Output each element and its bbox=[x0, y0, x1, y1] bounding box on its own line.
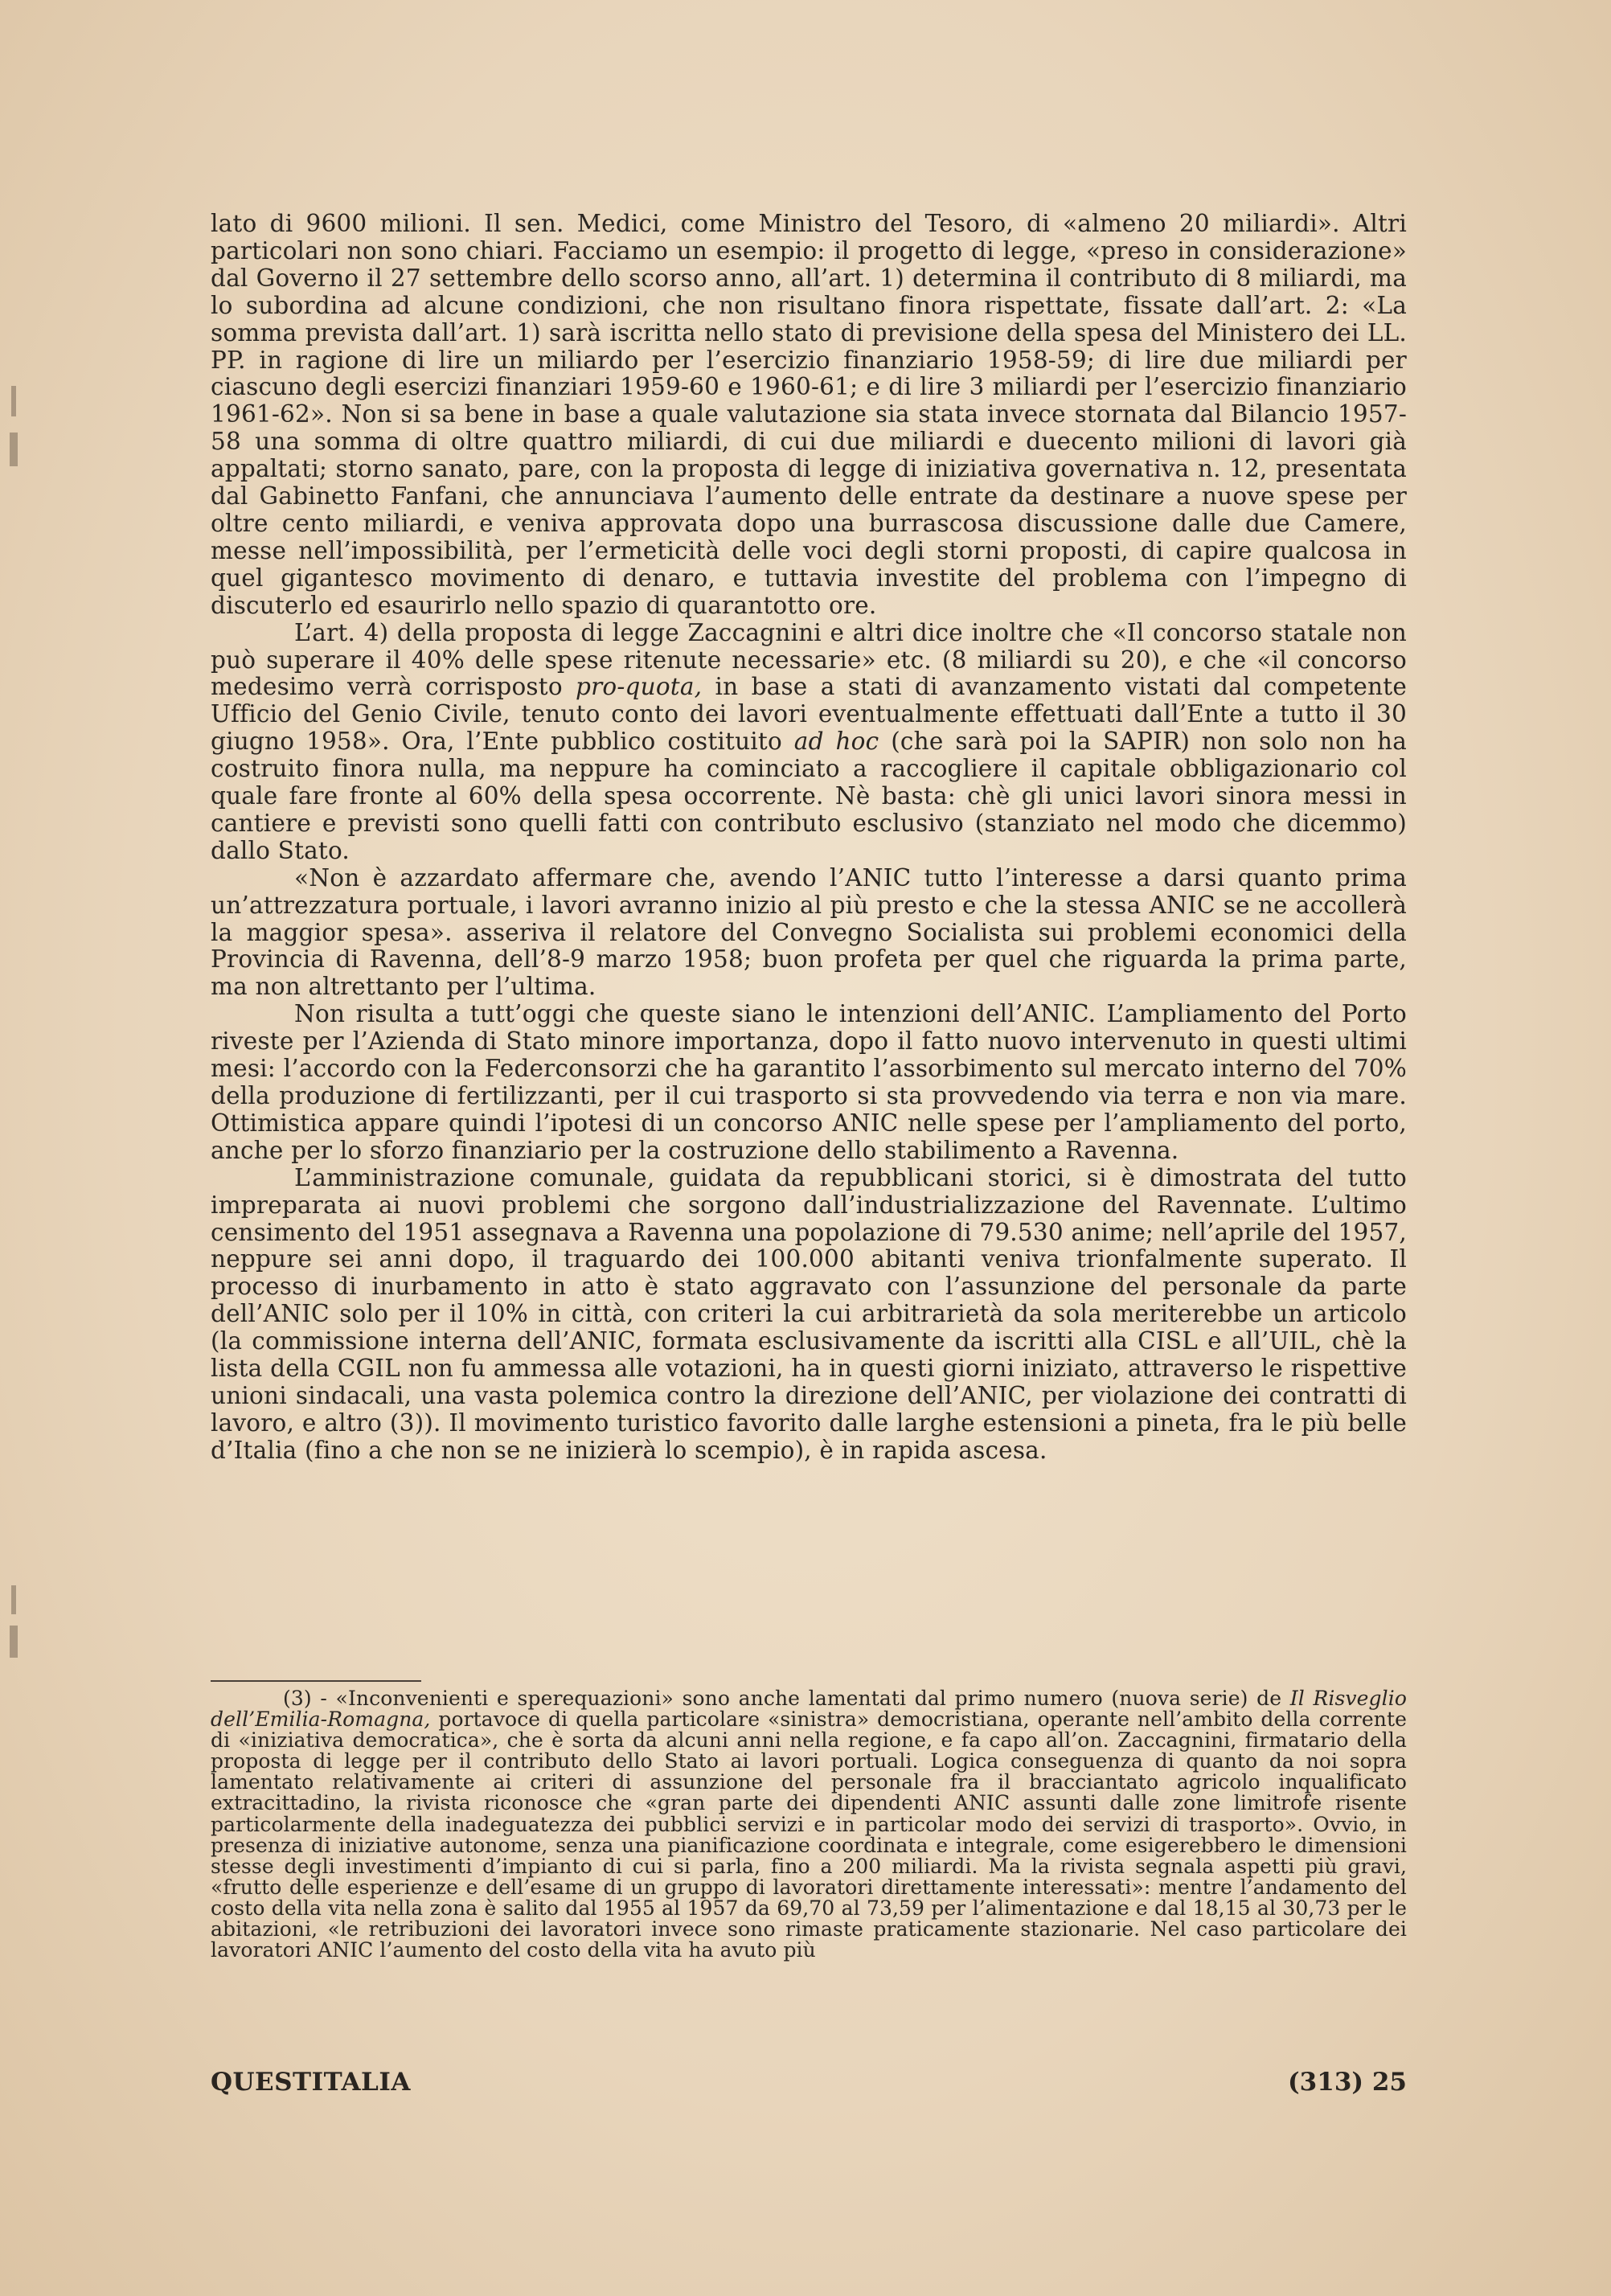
text-segment: L’amministrazione comunale, guidata da repubblicani storici, si è dimostrata del tutto impreparata ai nuovi problemi che sorgono dall’industrializzazione del Ravennate. L’ultimo censimento del 1951 assegnava a Ravenna una popolazione di 79.530 anime; nell’aprile del 1957, neppure sei anni dopo, il traguardo dei 100.000 abitanti veniva trionfalmente superato. Il processo di inurbamento in atto è stato aggravato con l’assunzione del personale da parte dell’ANIC solo per il 10% in città, con criteri la cui arbitrarietà da sola meriterebbe un articolo (la commissione interna dell’ANIC, formata esclusivamente da iscritti alla CISL e all’UIL, chè la lista della CGIL non fu ammessa alle votazioni, ha in questi giorni iniziato, attraverso le rispettive unioni sindacali, una vasta polemica contro la direzione dell’ANIC, per violazione dei contratti di lavoro, e altro (3)). Il movimento turistico favorito dalle larghe estensioni a pineta, fra le più belle d’Italia (fino a che non se ne inizierà lo scempio), è in rapida ascesa. bbox=[211, 1163, 1407, 1464]
text-segment: «Non è azzardato affermare che, avendo l’ANIC tutto l’interesse a darsi quanto prima un’attrezzatura portuale, i lavori avranno inizio al più presto e che la stessa ANIC se ne accollerà la maggior spesa». asseriva il relatore del Convegno Socialista sui problemi economici della Provincia di Ravenna, dell’8-9 marzo 1958; buon profeta per quel che riguarda la prima parte, ma non altrettanto per l’ultima. bbox=[211, 863, 1407, 1001]
paragraph bbox=[211, 620, 1407, 865]
paragraph bbox=[211, 1001, 1407, 1164]
paragraph bbox=[211, 1165, 1407, 1465]
text-segment: lato di 9600 milioni. Il sen. Medici, come Ministro del Tesoro, di «almeno 20 miliardi». Altri particolari non sono chiari. Facciamo un esempio: il progetto di legge, «preso in considerazione» dal Governo il 27 settembre dello scorso anno, all’art. 1) determina il contributo di 8 miliardi, ma lo subordina ad alcune condizioni, che non risultano finora rispettate, fissate dall’art. 2: «La somma prevista dall’art. 1) sarà iscritta nello stato di previsione della spesa del Ministero dei LL. PP. in ragione di lire un miliardo per l’esercizio finanziario 1958-59; di lire due miliardi per ciascuno degli esercizi finanziari 1959-60 e 1960-61; e di lire 3 miliardi per l’esercizio finanziario 1961-62». Non si sa bene in base a quale valutazione sia stata invece stornata dal Bilancio 1957-58 una somma di oltre quattro miliardi, di cui due miliardi e duecento milioni di lavori già appaltati; storno sanato, pare, con la proposta di legge di iniziativa governativa n. 12, presentata dal Gabinetto Fanfani, che annunciava l’aumento delle entrate da destinare a nuove spese per oltre cento miliardi, e veniva approvata dopo una burrascosa discussione dalle due Camere, messe nell’impossibilità, per l’ermeticità delle voci degli storni proposti, di capire qualcosa in quel gigantesco movimento di denaro, e tuttavia investite del problema con l’impegno di discuterlo ed esaurirlo nello spazio di quarantotto ore. bbox=[211, 210, 1407, 619]
footnote-rule bbox=[211, 1680, 421, 1682]
binding-mark bbox=[11, 1585, 16, 1614]
text-segment: portavoce di quella particolare «sinistra» democristiana, operante nell’ambito della corrente di «iniziativa democratica», che è sorta da alcuni anni nella regione, e fa capo all’on. Zaccagnini, firmatario della proposta di legge per il contributo dello Stato ai lavori portuali. Logica conseguenza di quanto da noi sopra lamentato relativamente ai criteri di assunzione del personale fra il bracciantato agricolo inqualificato extracittadino, la rivista riconosce che «gran parte dei dipendenti ANIC assunti dalle zone limitrofe risente particolarmente della inadeguatezza dei pubblici servizi e in particolar modo dei servizi di trasporto». Ovvio, in presenza di iniziative autonome, senza una pianificazione coordinata e integrale, come esigerebbero le dimensioni stesse degli investimenti d’impianto di cui si parla, fino a 200 miliardi. Ma la rivista segnala aspetti più gravi, «frutto delle esperienze e dell’esame di un gruppo di lavoratori direttamente interessati»: mentre l’andamento del costo della vita nella zona è salito dal 1955 al 1957 da 69,70 al 73,59 per l’alimentazione e dal 18,15 al 30,73 per le abitazioni, «le retribuzioni dei lavoratori invece sono rimaste praticamente stazionarie. Nel caso particolare dei lavoratori ANIC l’aumento del costo della vita ha avuto più bbox=[211, 1708, 1407, 1962]
text-segment: (3) - «Inconvenienti e sperequazioni» sono anche lamentati dal primo numero (nuova serie) de bbox=[283, 1687, 1290, 1710]
footnote-text bbox=[211, 1688, 1407, 1961]
journal-title: QUESTITALIA bbox=[211, 2068, 411, 2097]
italic-text: Il Risveglio dell’Emilia-Romagna, bbox=[211, 1687, 1407, 1732]
page-number: (313) 25 bbox=[1288, 2068, 1407, 2097]
paragraph bbox=[211, 865, 1407, 1002]
binding-mark bbox=[11, 386, 16, 416]
binding-mark bbox=[10, 433, 18, 466]
text-segment: in base a stati di avanzamento vistati dal competente Ufficio del Genio Civile, tenuto conto dei lavori eventualmente effettuati dall’Ente a tutto il 30 giugno 1958». Ora, l’Ente pubblico costituito bbox=[211, 673, 1407, 756]
italic-text: ad hoc bbox=[793, 728, 879, 756]
text-segment: Non risulta a tutt’oggi che queste siano le intenzioni dell’ANIC. L’ampliamento del Porto riveste per l’Azienda di Stato minore importanza, dopo il fatto nuovo intervenuto in questi ultimi mesi: l’accordo con la Federconsorzi che ha garantito l’assorbimento sul mercato interno del 70% della produzione di fertilizzanti, per il cui trasporto si sta provvedendo via terra e non via mare. Ottimistica appare quindi l’ipotesi di un concorso ANIC nelle spese per l’ampliamento del porto, anche per lo sforzo finanziario per la costruzione dello stabilimento a Ravenna. bbox=[211, 1000, 1407, 1164]
main-text bbox=[211, 211, 1407, 1465]
text-segment: L’art. 4) della proposta di legge Zaccagnini e altri dice inoltre che «Il concorso statale non può superare il 40% delle spese ritenute necessarie» etc. (8 miliardi su 20), e che «il concorso medesimo verrà corrisposto bbox=[211, 618, 1407, 701]
footnote bbox=[211, 1688, 1407, 1961]
italic-text: pro-quota, bbox=[576, 673, 703, 701]
binding-mark bbox=[10, 1626, 18, 1658]
paragraph bbox=[211, 211, 1407, 620]
text-segment: (che sarà poi la SAPIR) non solo non ha costruito finora nulla, ma neppure ha cominciato a raccogliere il capitale obbligazionario col quale fare fronte al 60% della spesa occorrente. Nè basta: chè gli unici lavori sinora messi in cantiere e previsti sono quelli fatti con contributo esclusivo (stanziato nel modo che dicemmo) dallo Stato. bbox=[211, 728, 1407, 864]
